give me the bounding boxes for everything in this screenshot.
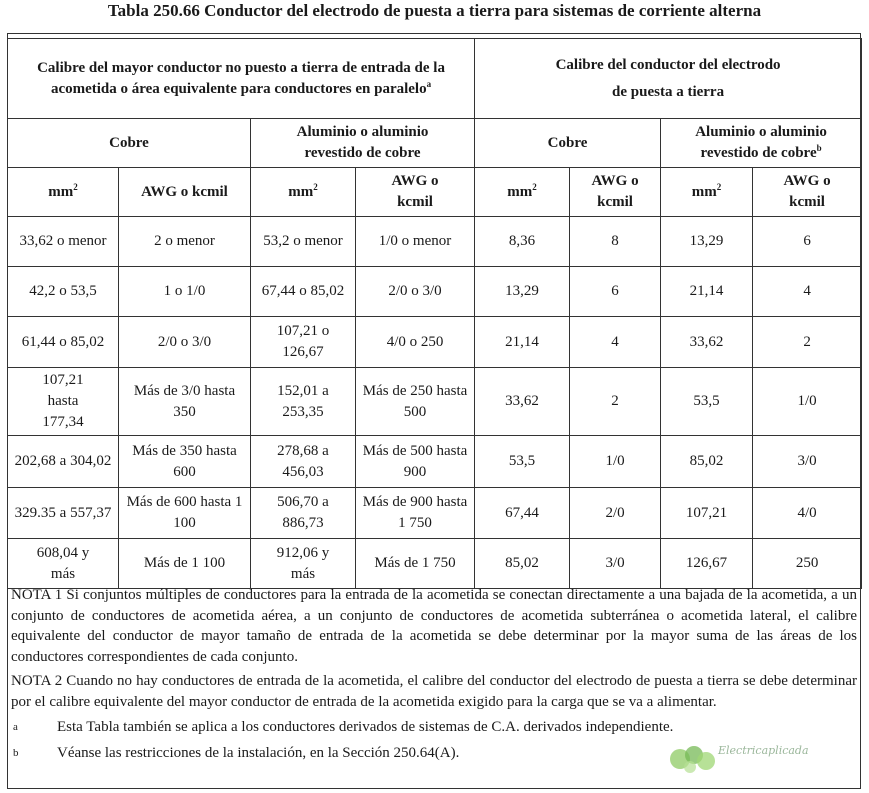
table-cell: 329.35 a 557,37 bbox=[8, 488, 119, 539]
table-cell: 2/0 o 3/0 bbox=[356, 267, 475, 317]
table-cell: 21,14 bbox=[661, 267, 753, 317]
table-cell: 912,06 y más bbox=[251, 539, 356, 589]
table-cell: 107,21 bbox=[661, 488, 753, 539]
table-cell: Más de 1 100 bbox=[119, 539, 251, 589]
table-cell: 21,14 bbox=[475, 317, 570, 368]
table-cell: Más de 3/0 hasta 350 bbox=[119, 368, 251, 436]
header-mm2: $mm^2$ bbox=[8, 168, 119, 217]
table-cell: 608,04 y más bbox=[8, 539, 119, 589]
table-cell: 2/0 bbox=[570, 488, 661, 539]
table-cell: 33,62 bbox=[661, 317, 753, 368]
grounding-conductor-table bbox=[7, 38, 862, 589]
table-cell: 53,5 bbox=[661, 368, 753, 436]
table-cell: Más de 1 750 bbox=[356, 539, 475, 589]
table-cell: 126,67 bbox=[661, 539, 753, 589]
header-mm2: $mm^2$ bbox=[251, 168, 356, 217]
table-cell: 33,62 bbox=[475, 368, 570, 436]
header-awg-kcmil: AWG o kcmil bbox=[356, 168, 475, 217]
table-cell: 1/0 bbox=[753, 368, 862, 436]
table-cell: 250 bbox=[753, 539, 862, 589]
table-cell: 13,29 bbox=[475, 267, 570, 317]
table-cell: 53,5 bbox=[475, 436, 570, 488]
table-cell: 6 bbox=[753, 217, 862, 267]
table-cell: Más de 600 hasta 1 100 bbox=[119, 488, 251, 539]
table-cell: 2 o menor bbox=[119, 217, 251, 267]
footnote-a bbox=[11, 717, 857, 738]
table-cell: 1/0 bbox=[570, 436, 661, 488]
table-cell: 8,36 bbox=[475, 217, 570, 267]
table-row bbox=[8, 539, 862, 589]
header-mm2: $mm^2$ bbox=[661, 168, 753, 217]
table-row bbox=[8, 488, 862, 539]
header-awg-kcmil: AWG o kcmil bbox=[119, 168, 251, 217]
header-service-conductor: Calibre del mayor conductor no puesto a tierra de entrada de la acometida o área equivalente para conductores en paralelo$^a$ bbox=[8, 39, 475, 119]
table-cell: 6 bbox=[570, 267, 661, 317]
table-row bbox=[8, 217, 862, 267]
table-cell: Más de 500 hasta 900 bbox=[356, 436, 475, 488]
table-cell: Más de 350 hasta 600 bbox=[119, 436, 251, 488]
table-cell: 42,2 o 53,5 bbox=[8, 267, 119, 317]
table-cell: 107,21 o 126,67 bbox=[251, 317, 356, 368]
table-cell: 2 bbox=[570, 368, 661, 436]
header-aluminio-left: Aluminio o aluminio revestido de cobre bbox=[251, 119, 475, 168]
table-cell: 67,44 o 85,02 bbox=[251, 267, 356, 317]
header-awg-kcmil: AWG o kcmil bbox=[753, 168, 862, 217]
table-cell: 53,2 o menor bbox=[251, 217, 356, 267]
footnote-a-text: Esta Tabla también se aplica a los conductores derivados de sistemas de C.A. derivados independiente. bbox=[57, 719, 674, 735]
header-aluminio-right: Aluminio o aluminio revestido de cobre$^b$ bbox=[661, 119, 862, 168]
table-cell: 3/0 bbox=[570, 539, 661, 589]
table-cell: 2 bbox=[753, 317, 862, 368]
header-electrode-conductor: Calibre del conductor del electrodo de puesta a tierra bbox=[475, 39, 862, 119]
table-cell: 152,01 a 253,35 bbox=[251, 368, 356, 436]
table-cell: 4/0 bbox=[753, 488, 862, 539]
table-cell: 8 bbox=[570, 217, 661, 267]
table-cell: 506,70 a 886,73 bbox=[251, 488, 356, 539]
table-cell: 2/0 o 3/0 bbox=[119, 317, 251, 368]
table-cell: 13,29 bbox=[661, 217, 753, 267]
table-cell: 61,44 o 85,02 bbox=[8, 317, 119, 368]
table-cell: 107,21 hasta 177,34 bbox=[8, 368, 119, 436]
footnote-a-mark: a bbox=[13, 721, 18, 733]
header-cobre-left: Cobre bbox=[8, 119, 251, 168]
footnote-b-mark: b bbox=[13, 746, 19, 759]
header-cobre-right: Cobre bbox=[475, 119, 661, 168]
table-cell: 4 bbox=[570, 317, 661, 368]
table-cell: 202,68 a 304,02 bbox=[8, 436, 119, 488]
table-cell: 33,62 o menor bbox=[8, 217, 119, 267]
table-cell: 85,02 bbox=[661, 436, 753, 488]
table-cell: 1 o 1/0 bbox=[119, 267, 251, 317]
table-cell: 3/0 bbox=[753, 436, 862, 488]
table-row bbox=[8, 368, 862, 436]
table-cell: Más de 250 hasta 500 bbox=[356, 368, 475, 436]
header-awg-kcmil: AWG o kcmil bbox=[570, 168, 661, 217]
table-cell: 278,68 a 456,03 bbox=[251, 436, 356, 488]
table-title: Tabla 250.66 Conductor del electrodo de puesta a tierra para sistemas de corriente alterna bbox=[107, 1, 762, 20]
table-notes bbox=[11, 585, 857, 763]
table-row bbox=[8, 317, 862, 368]
table-cell: 67,44 bbox=[475, 488, 570, 539]
watermark-text: Electricaplicada bbox=[718, 744, 809, 757]
table-cell: 4/0 o 250 bbox=[356, 317, 475, 368]
note-2: NOTA 2 Cuando no hay conductores de entrada de la acometida, el calibre del conductor del electrodo de puesta a tierra se debe determinar por el calibre equivalente del mayor conductor de entrada de la acometida exigido para la carga que se va a alimentar. bbox=[11, 673, 857, 710]
footnote-b-text: Véanse las restricciones de la instalación, en la Sección 250.64(A). bbox=[57, 744, 460, 761]
note-1: NOTA 1 Si conjuntos múltiples de conductores para la entrada de la acometida se conectan directamente a una bajada de la acometida, a un conjunto de conductores de acometida aérea, a un conjunto de conductores de acometida subterránea o acometida lateral, el calibre equivalente del conductor de mayor tamaño de entrada de la acometida se debe determinar por la mayor suma de las áreas de los conductores correspondientes de cada conjunto. bbox=[11, 587, 857, 665]
table-cell: 1/0 o menor bbox=[356, 217, 475, 267]
table-cell: 4 bbox=[753, 267, 862, 317]
table-cell: Más de 900 hasta 1 750 bbox=[356, 488, 475, 539]
table-row bbox=[8, 436, 862, 488]
table-row bbox=[8, 267, 862, 317]
table-cell: 85,02 bbox=[475, 539, 570, 589]
header-mm2: $mm^2$ bbox=[475, 168, 570, 217]
